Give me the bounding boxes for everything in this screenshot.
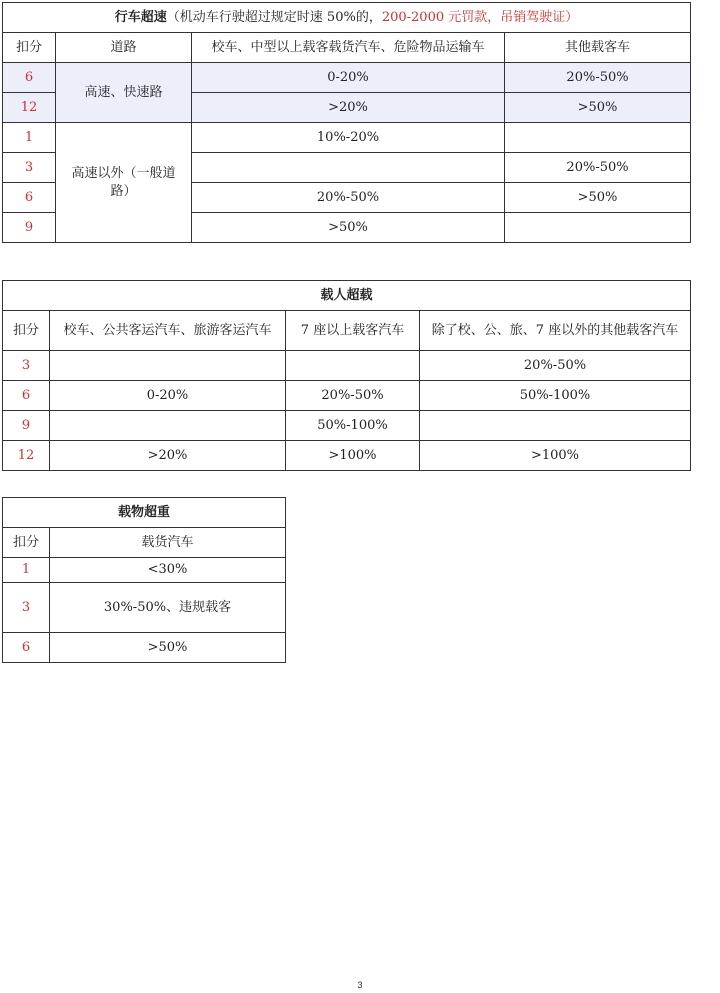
points-cell: 6 [3, 183, 56, 213]
cargo-title-row [3, 498, 286, 528]
page-number: 3 [357, 980, 363, 990]
value-cell: 10%-20% [192, 123, 505, 153]
column-header: 扣分 [3, 311, 50, 351]
points-cell: 6 [3, 63, 56, 93]
value-cell: 30%-50%、违规载客 [50, 583, 286, 633]
value-cell: >20% [192, 93, 505, 123]
value-cell: 20%-50% [286, 381, 420, 411]
speeding-table [2, 2, 691, 243]
table-row [3, 63, 691, 93]
road-type-cell: 高速以外（一般道路） [56, 123, 192, 243]
speeding-title-row [3, 3, 691, 33]
points-cell: 3 [3, 583, 50, 633]
table-row [3, 583, 286, 633]
points-cell: 1 [3, 558, 50, 583]
points-cell: 1 [3, 123, 56, 153]
value-cell: <30% [50, 558, 286, 583]
speeding-penalty: 200-2000 元罚款，吊销驾驶证） [381, 9, 579, 25]
column-header: 校车、中型以上载客载货汽车、危险物品运输车 [192, 33, 505, 63]
cargo-header-row [3, 528, 286, 558]
column-header: 除了校、公、旅、7 座以外的其他载客汽车 [420, 311, 691, 351]
value-cell [50, 351, 286, 381]
column-header: 校车、公共客运汽车、旅游客运汽车 [50, 311, 286, 351]
table-row [3, 633, 286, 663]
value-cell: >20% [50, 441, 286, 471]
points-cell: 6 [3, 381, 50, 411]
value-cell [50, 411, 286, 441]
points-cell: 12 [3, 441, 50, 471]
value-cell: 0-20% [192, 63, 505, 93]
column-header: 其他载客车 [505, 33, 691, 63]
column-header: 扣分 [3, 528, 50, 558]
points-cell: 9 [3, 213, 56, 243]
points-cell: 6 [3, 633, 50, 663]
cargo-overload-table [2, 497, 286, 663]
value-cell: 20%-50% [192, 183, 505, 213]
column-header: 道路 [56, 33, 192, 63]
cargo-overload-title: 载物超重 [3, 498, 286, 528]
speeding-title: 行车超速 [114, 9, 167, 25]
value-cell: 0-20% [50, 381, 286, 411]
value-cell: 20%-50% [505, 63, 691, 93]
table-row [3, 381, 691, 411]
value-cell [505, 213, 691, 243]
points-cell: 3 [3, 153, 56, 183]
passenger-overload-title: 载人超载 [3, 281, 691, 311]
value-cell: >50% [50, 633, 286, 663]
value-cell: >50% [192, 213, 505, 243]
value-cell: 20%-50% [420, 351, 691, 381]
table-row [3, 558, 286, 583]
value-cell: >100% [420, 441, 691, 471]
value-cell [420, 411, 691, 441]
passenger-header-row [3, 311, 691, 351]
speeding-subtitle: （机动车行驶超过规定时速 50%的， [166, 9, 382, 25]
table-row [3, 441, 691, 471]
value-cell: 20%-50% [505, 153, 691, 183]
column-header: 7 座以上载客汽车 [286, 311, 420, 351]
value-cell: 50%-100% [286, 411, 420, 441]
value-cell [286, 351, 420, 381]
points-cell: 12 [3, 93, 56, 123]
value-cell: >100% [286, 441, 420, 471]
points-cell: 9 [3, 411, 50, 441]
value-cell: >50% [505, 183, 691, 213]
value-cell [192, 153, 505, 183]
road-type-cell: 高速、快速路 [56, 63, 192, 123]
passenger-overload-table [2, 280, 691, 471]
table-row [3, 351, 691, 381]
speeding-header-row [3, 33, 691, 63]
column-header: 扣分 [3, 33, 56, 63]
table-row [3, 411, 691, 441]
speeding-title-cell [3, 3, 691, 33]
table-row [3, 123, 691, 153]
column-header: 载货汽车 [50, 528, 286, 558]
passenger-title-row [3, 281, 691, 311]
value-cell: >50% [505, 93, 691, 123]
points-cell: 3 [3, 351, 50, 381]
value-cell: 50%-100% [420, 381, 691, 411]
value-cell [505, 123, 691, 153]
